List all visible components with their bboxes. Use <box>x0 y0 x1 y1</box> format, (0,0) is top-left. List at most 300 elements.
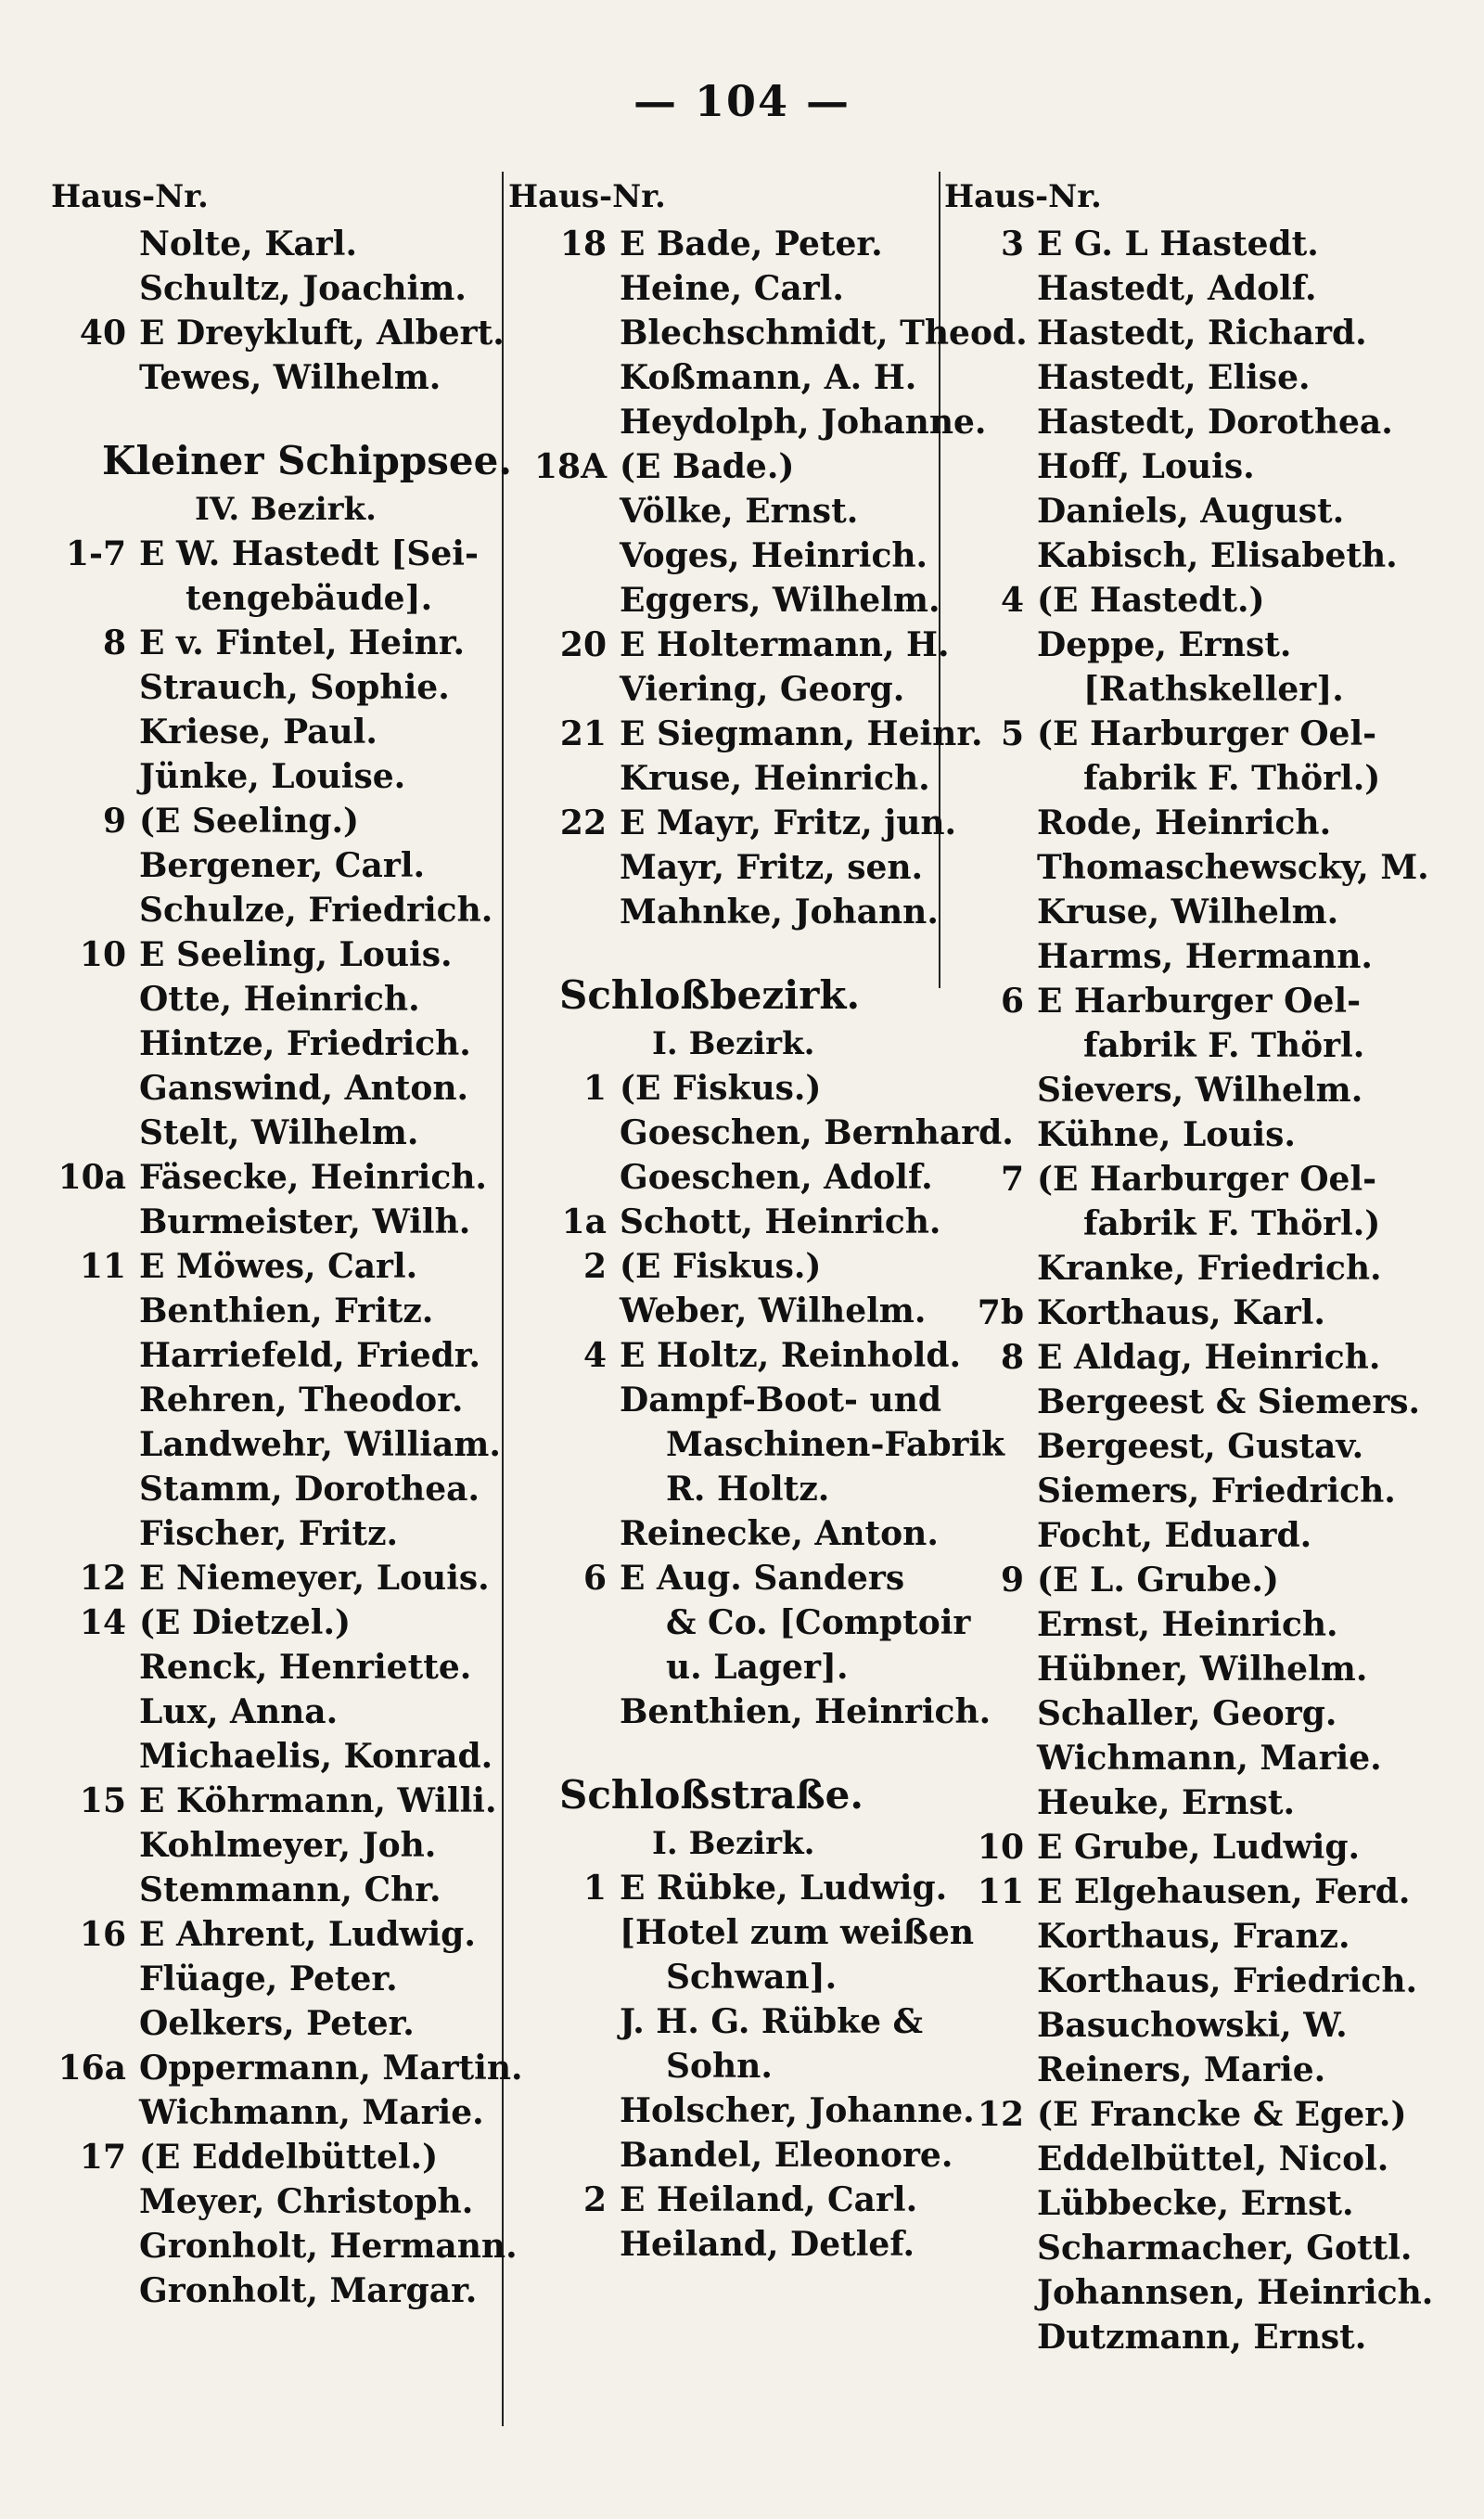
house-number <box>51 1467 139 1511</box>
resident-entry: Kruse, Wilhelm. <box>1037 893 1339 932</box>
house-number <box>944 623 1037 667</box>
house-number <box>944 533 1037 578</box>
resident-entry: Korthaus, Karl. <box>1037 1293 1325 1332</box>
resident-entry: (E Hastedt.) <box>1037 581 1265 620</box>
resident-entry: E Seeling, Louis. <box>139 935 453 974</box>
house-number: 18A <box>533 447 607 486</box>
house-number <box>508 1467 620 1511</box>
directory-row <box>508 444 944 489</box>
house-number <box>508 845 620 890</box>
directory-row <box>944 1647 1464 1691</box>
house-number <box>944 1513 1037 1558</box>
directory-row <box>944 845 1464 890</box>
directory-row <box>508 1111 1014 1155</box>
section-heading: Schloßstraße. <box>559 1772 864 1818</box>
resident-entry: Voges, Heinrich. <box>620 536 928 575</box>
directory-row <box>944 489 1464 533</box>
directory-row <box>508 1999 944 2044</box>
resident-entry: Michaelis, Konrad. <box>139 1737 493 1776</box>
directory-row <box>51 2135 515 2179</box>
resident-entry: Fischer, Fritz. <box>139 1514 399 1553</box>
house-number <box>944 1959 1037 2003</box>
house-number <box>508 355 620 400</box>
resident-entry: Strauch, Sophie. <box>139 668 450 707</box>
resident-entry: Stemmann, Chr. <box>139 1870 441 1909</box>
resident-entry: Bergeest & Siemers. <box>1037 1382 1421 1421</box>
resident-entry: Bergeest, Gustav. <box>1037 1427 1364 1466</box>
resident-entry: Oelkers, Peter. <box>139 2004 415 2043</box>
resident-entry: Thomaschewscky, M. <box>1037 848 1429 887</box>
directory-row <box>51 222 515 266</box>
resident-entry: Holscher, Johanne. <box>620 2091 975 2130</box>
directory-row <box>944 1825 1464 1870</box>
house-number: 1-7 <box>65 534 126 573</box>
directory-row <box>944 1602 1464 1647</box>
house-number <box>51 1645 139 1690</box>
directory-row <box>944 1469 1464 1513</box>
resident-entry: Gronholt, Margar. <box>139 2271 478 2310</box>
house-number <box>51 888 139 932</box>
directory-row <box>508 311 1028 355</box>
house-number: 1 <box>582 1069 607 1108</box>
resident-entry: (E Seeling.) <box>139 802 360 841</box>
resident-entry: E Heiland, Carl. <box>620 2180 918 2219</box>
house-number: 10 <box>977 1828 1024 1867</box>
directory-row <box>51 1600 515 1645</box>
resident-entry: Völke, Ernst. <box>620 492 859 531</box>
directory-row <box>944 2315 1464 2359</box>
directory-row <box>944 2270 1464 2315</box>
house-number <box>944 355 1037 400</box>
directory-row <box>508 400 987 444</box>
resident-entry: & Co. [Comptoir <box>666 1603 971 1642</box>
resident-entry: E Dreykluft, Albert. <box>139 314 505 353</box>
house-number <box>508 1511 620 1556</box>
directory-row <box>944 1112 1464 1157</box>
house-number <box>51 1111 139 1155</box>
resident-entry: Dampf-Boot- und <box>620 1381 942 1420</box>
directory-row <box>508 2178 944 2222</box>
house-number <box>51 266 139 311</box>
directory-row <box>944 1068 1464 1112</box>
house-number <box>944 1112 1037 1157</box>
district-label: IV. Bezirk. <box>195 491 377 528</box>
directory-row <box>508 578 944 623</box>
house-number <box>944 489 1037 533</box>
house-number <box>51 2179 139 2224</box>
resident-entry: Blechschmidt, Theod. <box>620 314 1028 353</box>
directory-row <box>508 1467 944 1511</box>
directory-row <box>944 1736 1464 1780</box>
house-number: 18 <box>559 225 607 263</box>
resident-entry: Eddelbüttel, Nicol. <box>1037 2140 1389 2178</box>
resident-entry: Hoff, Louis. <box>1037 447 1255 486</box>
directory-row <box>508 667 944 712</box>
resident-entry: Goeschen, Bernhard. <box>620 1113 1014 1152</box>
resident-entry: Wichmann, Marie. <box>1037 1739 1382 1778</box>
directory-row <box>944 444 1464 489</box>
directory-row <box>944 1246 1464 1291</box>
district-label: I. Bezirk. <box>652 1025 815 1062</box>
resident-entry: (E L. Grube.) <box>1037 1561 1279 1600</box>
house-number <box>51 1690 139 1734</box>
house-number <box>944 890 1037 934</box>
directory-row <box>508 1556 944 1600</box>
directory-row <box>51 2001 515 2046</box>
directory-row <box>508 1910 975 1955</box>
house-number <box>944 801 1037 845</box>
directory-row <box>51 2224 518 2268</box>
directory-row <box>508 1155 944 1200</box>
resident-entry: Rode, Heinrich. <box>1037 803 1332 842</box>
directory-row <box>51 754 515 799</box>
house-number: 3 <box>1000 225 1024 263</box>
house-number: 16a <box>58 2049 126 2088</box>
house-number <box>508 890 620 934</box>
resident-entry: Focht, Eduard. <box>1037 1516 1312 1555</box>
resident-entry: Flüage, Peter. <box>139 1960 398 1998</box>
directory-row <box>51 1556 515 1600</box>
directory-row <box>51 888 515 932</box>
resident-entry: Scharmacher, Gottl. <box>1037 2229 1413 2268</box>
column-3 <box>944 172 1464 2359</box>
house-number <box>508 400 620 444</box>
resident-entry: (E Bade.) <box>620 447 795 486</box>
directory-row <box>508 1066 944 1111</box>
resident-entry: Dutzmann, Ernst. <box>1037 2318 1367 2357</box>
resident-entry: Heuke, Ernst. <box>1037 1783 1296 1822</box>
resident-entry: E Harburger Oel- <box>1037 982 1362 1021</box>
house-number <box>51 1333 139 1378</box>
house-number <box>944 1246 1037 1291</box>
directory-row <box>51 1645 515 1690</box>
house-number <box>508 1111 620 1155</box>
house-number <box>51 1734 139 1779</box>
resident-entry: Viering, Georg. <box>620 670 905 709</box>
house-number: 5 <box>1000 714 1024 753</box>
resident-entry: Stamm, Dorothea. <box>139 1470 480 1509</box>
directory-row <box>51 1066 515 1111</box>
house-number: 4 <box>582 1336 607 1375</box>
resident-entry: Burmeister, Wilh. <box>139 1202 471 1241</box>
resident-entry: E Rübke, Ludwig. <box>620 1869 948 1908</box>
resident-entry: Deppe, Ernst. <box>1037 625 1292 664</box>
directory-row <box>944 1870 1464 1914</box>
house-number <box>51 754 139 799</box>
house-number: 1a <box>561 1202 607 1241</box>
house-number <box>51 2268 139 2313</box>
directory-row <box>51 1244 515 1289</box>
directory-row <box>508 801 957 845</box>
resident-entry: Mayr, Fritz, sen. <box>620 848 924 887</box>
resident-entry: Reinecke, Anton. <box>620 1514 939 1553</box>
column-1 <box>51 172 523 2313</box>
directory-row <box>51 532 515 576</box>
directory-row <box>944 2137 1464 2181</box>
house-number <box>51 355 139 400</box>
house-number: 10 <box>79 935 126 974</box>
directory-row <box>51 1200 515 1244</box>
resident-entry: Renck, Henriette. <box>139 1648 472 1687</box>
directory-row <box>51 1823 515 1868</box>
house-number: 2 <box>582 2180 607 2219</box>
resident-entry: (E Fiskus.) <box>620 1069 822 1108</box>
resident-entry: E Köhrmann, Willi. <box>139 1781 497 1820</box>
directory-row <box>51 355 515 400</box>
directory-row <box>944 533 1464 578</box>
house-number <box>508 1999 620 2044</box>
directory-row <box>508 1511 944 1556</box>
house-number <box>508 1378 620 1422</box>
directory-row <box>508 1289 944 1333</box>
house-number <box>944 266 1037 311</box>
directory-row <box>508 1690 991 1734</box>
house-number: 6 <box>582 1559 607 1598</box>
resident-entry: Eggers, Wilhelm. <box>620 581 940 620</box>
house-number <box>508 2044 620 2088</box>
resident-entry: E G. L Hastedt. <box>1037 225 1319 263</box>
resident-entry: Weber, Wilhelm. <box>620 1292 927 1330</box>
resident-entry: Schulze, Friedrich. <box>139 891 493 930</box>
house-number <box>51 1289 139 1333</box>
house-number <box>508 667 620 712</box>
resident-entry: Mahnke, Johann. <box>620 893 939 932</box>
house-number: 4 <box>1000 581 1024 620</box>
resident-entry: Ganswind, Anton. <box>139 1069 469 1108</box>
resident-entry: (E Harburger Oel- <box>1037 1160 1377 1199</box>
directory-row <box>944 712 1464 756</box>
directory-row <box>508 1378 944 1422</box>
directory-row <box>944 400 1464 444</box>
house-number <box>51 1022 139 1066</box>
directory-row <box>944 311 1464 355</box>
directory-row <box>51 710 515 754</box>
resident-entry: Bandel, Eleonore. <box>620 2136 953 2175</box>
house-number <box>508 311 620 355</box>
resident-entry: Tewes, Wilhelm. <box>139 358 441 397</box>
directory-row <box>51 1734 515 1779</box>
resident-entry: Nolte, Karl. <box>139 225 357 263</box>
resident-entry: E Siegmann, Heinr. <box>620 714 983 753</box>
resident-entry: Kriese, Paul. <box>139 713 377 752</box>
directory-row <box>51 1779 515 1823</box>
directory-row <box>508 712 983 756</box>
house-number <box>508 533 620 578</box>
resident-entry: Reiners, Marie. <box>1037 2050 1326 2089</box>
house-number <box>944 1736 1037 1780</box>
directory-row <box>51 576 515 621</box>
directory-row <box>508 1955 944 1999</box>
resident-entry: Goeschen, Adolf. <box>620 1158 933 1197</box>
house-number <box>51 2090 139 2135</box>
directory-row <box>508 623 950 667</box>
house-number <box>508 489 620 533</box>
directory-row <box>944 1335 1464 1380</box>
resident-entry: Daniels, August. <box>1037 492 1345 531</box>
resident-entry: Kühne, Louis. <box>1037 1115 1296 1154</box>
directory-row <box>51 2090 515 2135</box>
resident-entry: [Hotel zum weißen <box>620 1913 975 1952</box>
directory-row <box>508 2133 953 2178</box>
house-number <box>944 1380 1037 1424</box>
directory-row <box>508 1244 944 1289</box>
house-number <box>944 444 1037 489</box>
house-number <box>508 266 620 311</box>
resident-entry: Hübner, Wilhelm. <box>1037 1650 1368 1689</box>
house-number <box>508 1155 620 1200</box>
resident-entry: Maschinen-Fabrik <box>666 1425 1005 1464</box>
directory-row <box>51 665 515 710</box>
house-number <box>51 1868 139 1912</box>
directory-row <box>944 2092 1464 2137</box>
resident-entry: Sievers, Wilhelm. <box>1037 1071 1363 1110</box>
house-number <box>944 1780 1037 1825</box>
house-number: 20 <box>559 625 607 664</box>
house-number <box>944 400 1037 444</box>
house-number <box>944 2003 1037 2048</box>
directory-row <box>944 1691 1464 1736</box>
resident-entry: E Aug. Sanders <box>620 1559 905 1598</box>
resident-entry: Siemers, Friedrich. <box>1037 1472 1396 1510</box>
resident-entry: Harriefeld, Friedr. <box>139 1336 480 1375</box>
house-number <box>51 222 139 266</box>
resident-entry: (E Fiskus.) <box>620 1247 822 1286</box>
house-number <box>51 977 139 1022</box>
resident-entry: E W. Hastedt [Sei- <box>139 534 479 573</box>
directory-row <box>944 890 1464 934</box>
house-number <box>51 1200 139 1244</box>
house-number: 8 <box>102 623 126 662</box>
directory-row <box>944 1023 1464 1068</box>
directory-row <box>51 843 515 888</box>
directory-row <box>944 222 1464 266</box>
directory-row <box>508 2222 944 2267</box>
house-number <box>508 1645 620 1690</box>
house-number <box>944 1068 1037 1112</box>
house-number <box>944 1469 1037 1513</box>
resident-entry: Jünke, Louise. <box>139 757 406 796</box>
directory-row <box>944 2048 1464 2092</box>
resident-entry: Kranke, Friedrich. <box>1037 1249 1382 1288</box>
directory-row <box>51 932 515 977</box>
page-number: — 104 — <box>633 76 851 126</box>
resident-entry: Heydolph, Johanne. <box>620 403 987 442</box>
directory-row <box>944 2181 1464 2226</box>
house-number <box>944 1023 1037 1068</box>
house-number <box>508 2133 620 2178</box>
directory-row <box>944 1291 1464 1335</box>
directory-row <box>51 1155 515 1200</box>
resident-entry: Korthaus, Franz. <box>1037 1917 1350 1956</box>
resident-entry: E Mayr, Fritz, jun. <box>620 803 957 842</box>
resident-entry: Hastedt, Dorothea. <box>1037 403 1393 442</box>
resident-entry: Kohlmeyer, Joh. <box>139 1826 437 1865</box>
directory-row <box>508 1866 948 1910</box>
house-number <box>944 1691 1037 1736</box>
resident-entry: (E Dietzel.) <box>139 1603 352 1642</box>
resident-entry: Heine, Carl. <box>620 269 844 308</box>
directory-row <box>944 1558 1464 1602</box>
resident-entry: Lübbecke, Ernst. <box>1037 2184 1354 2223</box>
resident-entry: Johannsen, Heinrich. <box>1037 2273 1434 2312</box>
directory-row <box>51 266 515 311</box>
directory-row <box>508 2088 975 2133</box>
directory-row <box>508 533 944 578</box>
house-number: 9 <box>1000 1561 1024 1600</box>
house-number: 12 <box>977 2095 1024 2134</box>
resident-entry: Meyer, Christoph. <box>139 2182 474 2221</box>
house-number <box>51 843 139 888</box>
resident-entry: Otte, Heinrich. <box>139 980 420 1019</box>
resident-entry: (E Francke & Eger.) <box>1037 2095 1407 2134</box>
resident-entry: Gronholt, Hermann. <box>139 2227 518 2266</box>
house-number: 21 <box>559 714 607 753</box>
directory-row <box>944 934 1464 979</box>
house-number <box>508 2222 620 2267</box>
resident-entry: Harms, Hermann. <box>1037 937 1373 976</box>
resident-entry: E Holtz, Reinhold. <box>620 1336 962 1375</box>
section-heading: Kleiner Schippsee. <box>102 438 512 483</box>
directory-row <box>944 979 1464 1023</box>
house-number <box>51 1957 139 2001</box>
house-number: 17 <box>79 2138 126 2177</box>
directory-row <box>51 1467 515 1511</box>
directory-row <box>508 1645 944 1690</box>
resident-entry: Bergener, Carl. <box>139 846 426 885</box>
column-header: Haus-Nr. <box>51 178 209 215</box>
house-number <box>944 1424 1037 1469</box>
directory-row <box>51 1378 515 1422</box>
house-number <box>51 1823 139 1868</box>
directory-row <box>944 2003 1464 2048</box>
house-number <box>508 1600 620 1645</box>
resident-entry: R. Holtz. <box>666 1470 830 1509</box>
resident-entry: Hastedt, Adolf. <box>1037 269 1317 308</box>
house-number <box>944 2270 1037 2315</box>
house-number <box>508 1910 620 1955</box>
house-number: 7 <box>1000 1160 1024 1199</box>
resident-entry: E Möwes, Carl. <box>139 1247 418 1286</box>
house-number: 16 <box>79 1915 126 1954</box>
resident-entry: Rehren, Theodor. <box>139 1381 464 1420</box>
directory-row <box>944 1424 1464 1469</box>
resident-entry: [Rathskeller]. <box>1083 670 1344 709</box>
house-number <box>51 1422 139 1467</box>
resident-entry: Heiland, Detlef. <box>620 2225 915 2264</box>
house-number <box>944 756 1037 801</box>
house-number <box>944 845 1037 890</box>
house-number <box>944 1202 1037 1246</box>
directory-row <box>508 266 944 311</box>
directory-row <box>51 1957 515 2001</box>
resident-entry: tengebäude]. <box>186 579 433 618</box>
resident-entry: E Aldag, Heinrich. <box>1037 1338 1381 1377</box>
resident-entry: Schultz, Joachim. <box>139 269 467 308</box>
house-number: 22 <box>559 803 607 842</box>
house-number <box>51 576 139 621</box>
resident-entry: (E Eddelbüttel.) <box>139 2138 439 2177</box>
resident-entry: Hastedt, Richard. <box>1037 314 1367 353</box>
directory-row <box>508 2044 944 2088</box>
house-number: 1 <box>582 1869 607 1908</box>
directory-row <box>944 2226 1464 2270</box>
directory-row <box>51 2046 523 2090</box>
resident-entry: Basuchowski, W. <box>1037 2006 1348 2045</box>
directory-row <box>944 1202 1464 1246</box>
directory-row <box>944 578 1464 623</box>
resident-entry: fabrik F. Thörl. <box>1083 1026 1365 1065</box>
directory-row <box>944 1157 1464 1202</box>
